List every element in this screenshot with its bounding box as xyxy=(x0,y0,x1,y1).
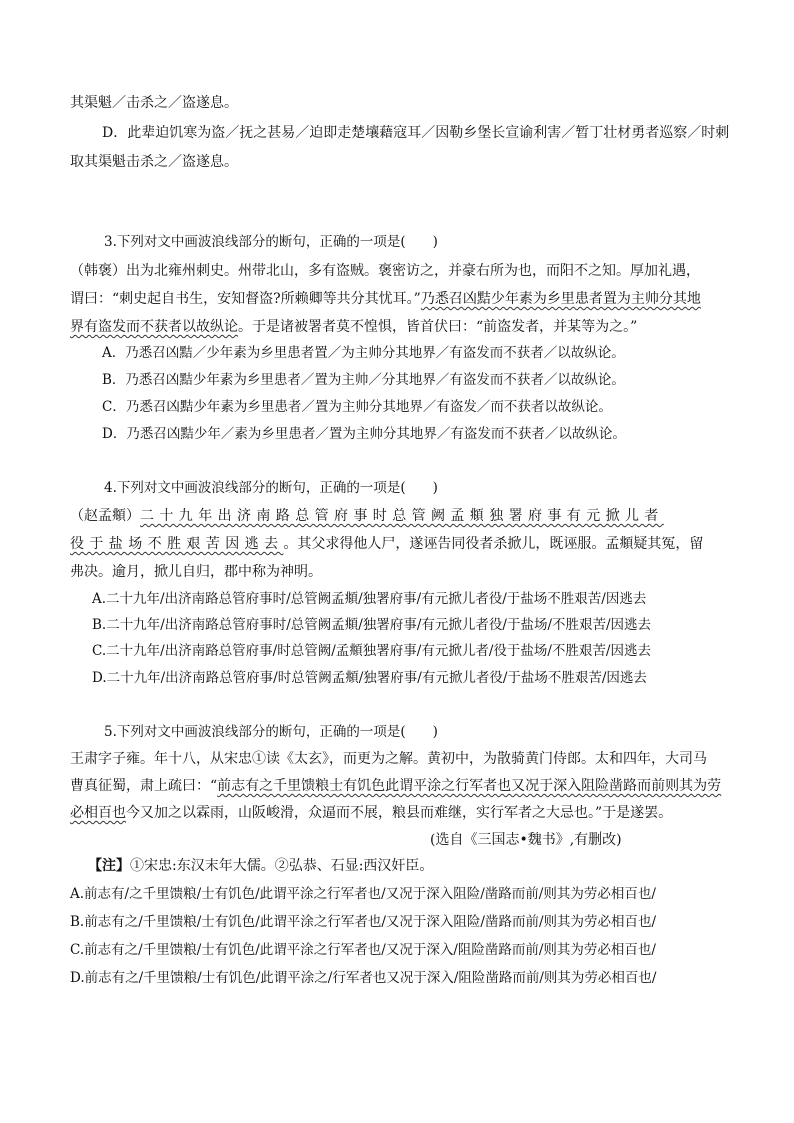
q5-passage-line-2 xyxy=(70,777,721,795)
q4-option-c: C.二十九年/出济南路总管府事/时总管阙/孟頫独署府事/有元掀儿者/役于盐场/不胜艰苦/因逃去 xyxy=(92,643,651,659)
q5-option-a: A.前志有/之千里馈粮/士有饥色/此谓平涂之行军者也/又况于深入阻险/凿路而前/则其为劳必相百也/ xyxy=(70,886,656,902)
q5-passage-line-1: 王肃字子雍。年十八，从宋忠①读《太玄》，而更为之解。黄初中，为散骑黄门侍郎。太和四年，大司马 xyxy=(70,751,707,767)
q5-note xyxy=(88,857,433,875)
q3-passage-text: 谓曰：“刺史起自书生，安知督盗?所赖卿等共分其忧耳。” xyxy=(70,291,421,307)
q3-passage-line-2 xyxy=(70,290,701,308)
q2-option-d: D．此辈迫饥寒为盗／抚之甚易／迫即走楚壤藉寇耳／因勒乡堡长宣谕利害／暂丁壮材勇者巡察／时刺 xyxy=(102,125,730,141)
q4-passage-line-1 xyxy=(70,507,664,525)
q5-passage-text: 曹真征蜀，肃上疏曰：“ xyxy=(70,778,218,794)
q5-source: (选自《三国志•魏书》,有删改) xyxy=(430,832,622,848)
q2-option-d-cont: 取其渠魁击杀之／盗遂息。 xyxy=(70,154,238,170)
q5-question: 5.下列对文中画波浪线部分的断句，正确的一项是( ) xyxy=(104,724,438,740)
q3-option-a: A．乃悉召凶黠／少年素为乡里患者置／为主帅分其地界／有盗发而不获者／以故纵论。 xyxy=(102,345,625,361)
q4-passage-text-mid: 。其父求得他人尸，遂诬告同役者杀掀儿，既诬服。孟頫疑其冤，留 xyxy=(283,536,704,552)
q4-passage-text: （赵孟頫） xyxy=(70,508,140,524)
q5-note-text: ①宋忠:东汉末年大儒。②弘恭、石显:西汉奸臣。 xyxy=(130,858,434,874)
q5-passage-text-end: 今又加之以霖雨，山阪峻滑，众逼而不展，粮县而难继，实行军者之大忌也。”于是遂罢。 xyxy=(126,805,673,821)
q4-option-b: B.二十九年/出济南路总管府事时/总管阙孟頫/独署府事/有元掀儿者役/于盐场/不胜艰苦/因逃去 xyxy=(92,617,652,633)
q3-passage-line-3 xyxy=(70,318,637,336)
q4-passage-line-2 xyxy=(70,535,703,553)
q5-option-d: D.前志有之/千里馈粮/士有饥色/此谓平涂之/行军者也又况于深入/阻险凿路而前/则其为劳必相百也/ xyxy=(70,970,657,986)
q3-wavy-segment-cont: 界有盗发而不获者以故纵论 xyxy=(70,319,238,335)
q5-option-c: C.前志有之/千里馈粮/士有饥色/此谓平涂之行军者也/又况于深入/阻险凿路而前/则其为劳必相百也/ xyxy=(70,942,656,958)
q3-passage-line-1: （韩褒）出为北雍州刺史。州带北山，多有盗贼。褒密访之，并豪右所为也，而阳不之知。厚加礼遇， xyxy=(70,263,700,279)
q5-wavy-segment-cont: 必相百也 xyxy=(70,805,126,821)
q5-passage-line-3 xyxy=(70,804,672,822)
q2-text-line: 其渠魁／击杀之／盗遂息。 xyxy=(70,95,238,111)
q5-note-label: 【注】 xyxy=(88,858,130,874)
q4-option-a: A.二十九年/出济南路总管府事时/总管阙孟頫/独署府事/有元掀儿者役/于盐场不胜艰苦/因逃去 xyxy=(92,591,647,607)
q4-wavy-segment-cont: 役于盐场不胜艰苦因逃去 xyxy=(70,536,284,552)
q3-option-b: B．乃悉召凶黠少年素为乡里患者／置为主帅／分其地界／有盗发而不获者／以故纵论。 xyxy=(102,372,625,388)
q5-wavy-segment: 前志有之千里馈粮士有饥色此谓平涂之行军者也又况于深入阻险凿路而前则其为劳 xyxy=(217,778,722,794)
q3-option-d: D．乃悉召凶黠少年／素为乡里患者／置为主帅分其地界／有盗发而不获者／以故纵论。 xyxy=(102,426,626,442)
q3-option-c: C．乃悉召凶黠少年素为乡里患者／置为主帅分其地界／有盗发／而不获者以故纵论。 xyxy=(102,399,612,415)
q4-option-d: D.二十九年/出济南路总管府事/时总管阙孟頫/独署府事/有元掀儿者役/于盐场不胜艰苦/因逃去 xyxy=(92,670,647,686)
q4-question: 4.下列对文中画波浪线部分的断句，正确的一项是( ) xyxy=(104,480,438,496)
q5-option-b: B.前志有之/千里馈粮/士有饥色/此谓平涂之行军者也/又况于深入阻险/凿路而前/则其为劳必相百也/ xyxy=(70,914,657,930)
q4-passage-line-3: 弗决。逾月，掀儿自归，郡中称为神明。 xyxy=(70,564,322,580)
q3-passage-text-end: 。于是诸被署者莫不惶惧，皆首伏曰：“前盗发者，并某等为之。” xyxy=(238,319,638,335)
q3-question: 3.下列对文中画波浪线部分的断句，正确的一项是( ) xyxy=(104,234,438,250)
q4-wavy-segment: 二十九年出济南路总管府事时总管阙孟頫独署府事有元掀儿者 xyxy=(140,508,664,524)
q3-wavy-segment: 乃悉召凶黠少年素为乡里患者置为主帅分其地 xyxy=(420,291,701,307)
